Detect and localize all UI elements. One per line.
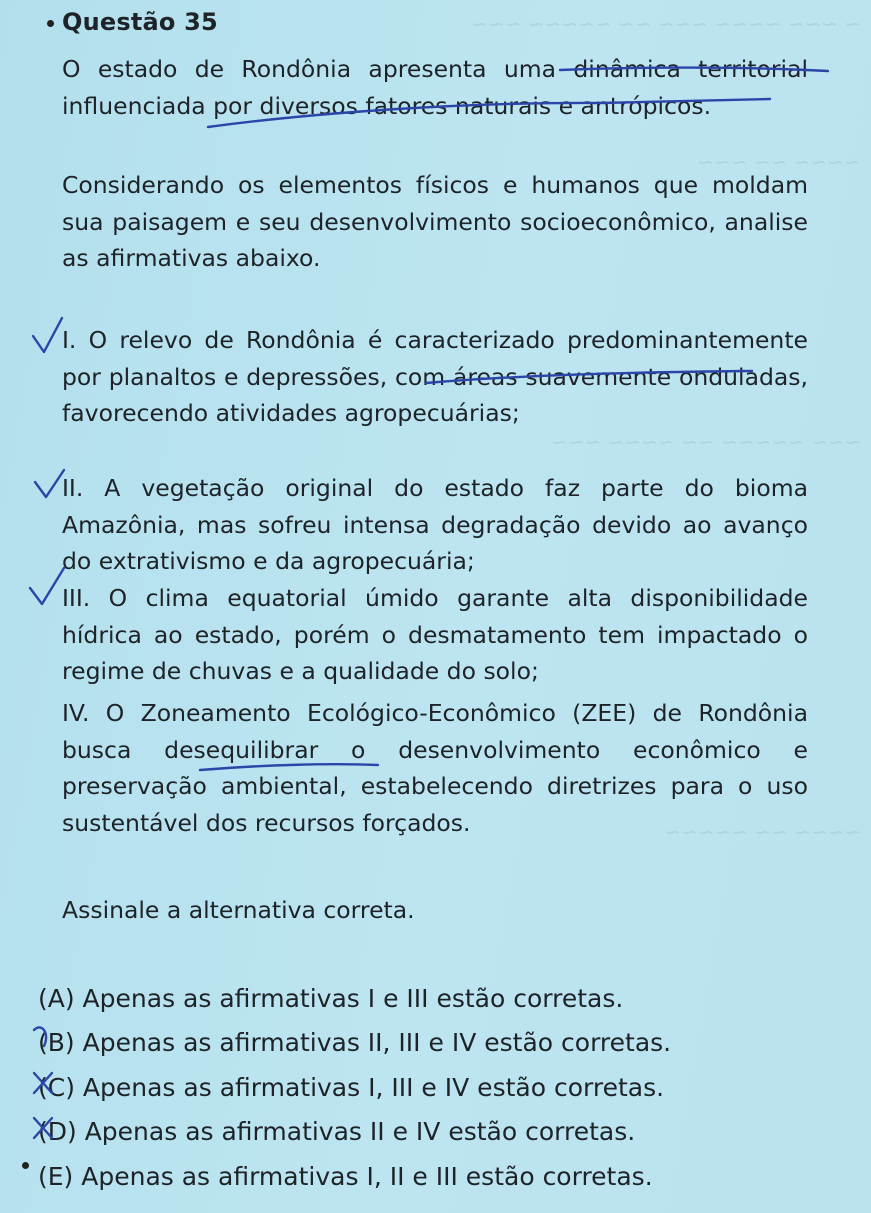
option-b[interactable]: (B) Apenas as afirmativas II, III e IV estão corretas. [38, 1028, 672, 1057]
statement-4: IV. O Zoneamento Ecológico-Econômico (ZEE) de Rondônia busca desequilibrar o desenvolvimento econômico e preservação ambiental, estabelecendo diretrizes para o uso sustentável dos recursos forçados. [62, 699, 808, 837]
question-intro: O estado de Rondônia apresenta uma dinâmica territorial influenciada por diversos fatores naturais e antrópicos. [62, 55, 808, 120]
option-c[interactable]: (C) Apenas as afirmativas I, III e IV estão corretas. [38, 1073, 665, 1102]
underline-stroke [200, 764, 378, 770]
answer-prompt: Assinale a alternativa correta. [62, 896, 415, 924]
check-mark-icon [35, 470, 64, 497]
option-e[interactable]: (E) Apenas as afirmativas I, II e III estão corretas. [38, 1162, 653, 1191]
pen-mark [34, 1027, 46, 1046]
cross-mark-icon [34, 1073, 52, 1093]
reverse-side-bleed: ~ ~~~ ~~~~ ~~~ ~~ ~~~~~ ~~~ [470, 12, 861, 36]
check-mark-icon [30, 568, 64, 604]
underline-stroke [426, 371, 752, 383]
question-title: Questão 35 [62, 8, 218, 36]
cross-mark-icon [34, 1118, 52, 1138]
reverse-side-bleed: ~~~~ ~~ ~~~~~ [663, 820, 861, 844]
reverse-side-bleed: ~~~~ ~~ ~~~ [697, 150, 861, 174]
underline-stroke [208, 99, 770, 127]
question-context: Considerando os elementos físicos e humanos que moldam sua paisagem e seu desenvolvimento socioeconômico, analise as afirmativas abaixo. [62, 171, 808, 272]
statement-2: II. A vegetação original do estado faz parte do bioma Amazônia, mas sofreu intensa degradação devido ao avanço do extrativismo e da agropecuária; [62, 474, 808, 575]
check-mark-icon [33, 318, 62, 352]
statement-1: I. O relevo de Rondônia é caracterizado predominantemente por planaltos e depressões, com áreas suavemente onduladas, favorecendo atividades agropecuárias; [62, 326, 808, 427]
option-d[interactable]: (D) Apenas as afirmativas II e IV estão corretas. [38, 1117, 636, 1146]
option-a[interactable]: (A) Apenas as afirmativas I e III estão corretas. [38, 984, 624, 1013]
reverse-side-bleed: ~~~ ~~~~~ ~~ ~~~~ ~~~ [550, 430, 861, 454]
underline-stroke [560, 68, 828, 72]
statement-3: III. O clima equatorial úmido garante alta disponibilidade hídrica ao estado, porém o desmatamento tem impactado o regime de chuvas e a qualidade do solo; [62, 584, 808, 685]
